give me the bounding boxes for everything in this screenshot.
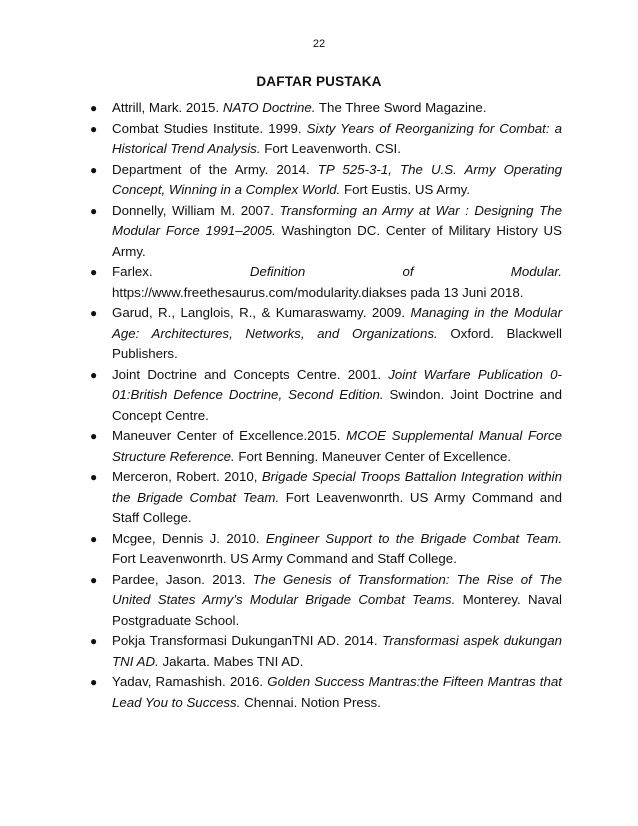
bullet-icon: ● [90, 121, 98, 136]
reference-item [90, 262, 562, 303]
reference-publisher: Monterey. Naval Postgraduate School. [112, 592, 562, 628]
bullet-icon: ● [90, 531, 98, 546]
reference-lead: Pardee, Jason. 2013. [112, 571, 253, 587]
reference-item [90, 365, 562, 427]
reference-publisher: Jakarta. Mabes TNI AD. [158, 653, 304, 669]
reference-publisher: Chennai. Notion Press. [240, 694, 381, 710]
bullet-icon: ● [90, 265, 98, 279]
bullet-icon: ● [90, 429, 98, 443]
reference-item [90, 467, 562, 529]
reference-publisher: Fort Leavenworth. CSI. [260, 141, 401, 156]
bullet-icon: ● [90, 675, 98, 689]
reference-publisher: Swindon. Joint Doctrine and Concept Centre. [112, 387, 562, 423]
reference-lead: Donnelly, William M. 2007. [112, 202, 280, 218]
reference-lead: Combat Studies Institute. 1999. [112, 120, 307, 136]
reference-item [90, 426, 562, 467]
reference-publisher: Washington DC. Center of Military History US Army. [112, 223, 562, 259]
reference-title: Transformasi aspek dukungan TNI AD. [112, 633, 562, 669]
reference-lead: Department of the Army. 2014. [112, 161, 318, 177]
reference-title: TP 525-3-1, The U.S. Army Operating Concept, Winning in a Complex World. [112, 161, 562, 197]
reference-title: Transforming an Army at War : Designing The Modular Force 1991–2005. [112, 202, 562, 238]
reference-item [90, 529, 562, 570]
bullet-icon: ● [90, 203, 98, 218]
bullet-icon: ● [90, 306, 98, 320]
reference-title: The Genesis of Transformation: The Rise of The United States Army’s Modular Brigade Combat Teams. [112, 571, 563, 607]
reference-lead: Joint Doctrine and Concepts Centre. 2001. [112, 366, 389, 382]
reference-list [90, 98, 562, 713]
bullet-icon: ● [90, 162, 98, 177]
reference-item [90, 201, 562, 263]
bullet-icon: ● [90, 101, 98, 115]
reference-title: Joint Warfare Publication 0-01:British Defence Doctrine, Second Edition. [112, 366, 562, 402]
reference-title: NATO Doctrine. [222, 100, 316, 115]
reference-item [90, 160, 562, 201]
bullet-icon: ● [90, 470, 98, 484]
reference-lead: Pokja Transformasi DukunganTNI AD. 2014. [112, 633, 383, 648]
reference-title: Brigade Special Troops Battalion Integration within the Brigade Combat Team. [112, 469, 563, 505]
reference-publisher: https://www.freethesaurus.com/modularity.diakses pada 13 Juni 2018. [112, 284, 524, 300]
reference-lead: Maneuver Center of Excellence.2015. [112, 428, 347, 443]
reference-title: Managing in the Modular Age: Architectures, Networks, and Organizations. [112, 305, 562, 341]
page-number: 22 [312, 38, 326, 50]
reference-publisher: Fort Leavenwonrth. US Army Command and Staff College. [112, 489, 562, 525]
reference-lead: Attrill, Mark. 2015. [112, 100, 223, 115]
reference-title: Golden Success Mantras:the Fifteen Mantras that Lead You to Success. [112, 674, 562, 710]
reference-item [90, 98, 562, 119]
reference-item [90, 119, 562, 160]
reference-item [90, 631, 562, 672]
page-title: DAFTAR PUSTAKA [256, 74, 382, 89]
reference-title: Sixty Years of Reorganizing for Combat: a Historical Trend Analysis. [112, 120, 562, 156]
reference-lead: Merceron, Robert. 2010, [112, 469, 262, 484]
reference-lead: Farlex. [112, 264, 250, 279]
reference-publisher: Fort Eustis. US Army. [340, 182, 471, 197]
reference-item [90, 570, 562, 632]
reference-publisher: Fort Leavenwonrth. US Army Command and Staff College. [112, 551, 457, 566]
reference-item [90, 303, 562, 365]
reference-lead: Mcgee, Dennis J. 2010. [112, 530, 266, 546]
reference-publisher: Oxford. Blackwell Publishers. [112, 325, 562, 361]
reference-item [90, 672, 562, 713]
bullet-icon: ● [90, 572, 98, 587]
bullet-icon: ● [90, 367, 98, 382]
reference-lead: Garud, R., Langlois, R., & Kumaraswamy. 2009. [112, 305, 411, 320]
reference-publisher: Fort Benning. Maneuver Center of Excellence. [234, 448, 512, 464]
reference-title: Definition of Modular. [249, 264, 562, 279]
reference-title: Engineer Support to the Brigade Combat Team. [265, 530, 563, 546]
reference-publisher: The Three Sword Magazine. [315, 100, 487, 115]
reference-title: MCOE Supplemental Manual Force Structure Reference. [112, 428, 562, 464]
bullet-icon: ● [90, 634, 98, 648]
reference-lead: Yadav, Ramashish. 2016. [112, 674, 268, 689]
